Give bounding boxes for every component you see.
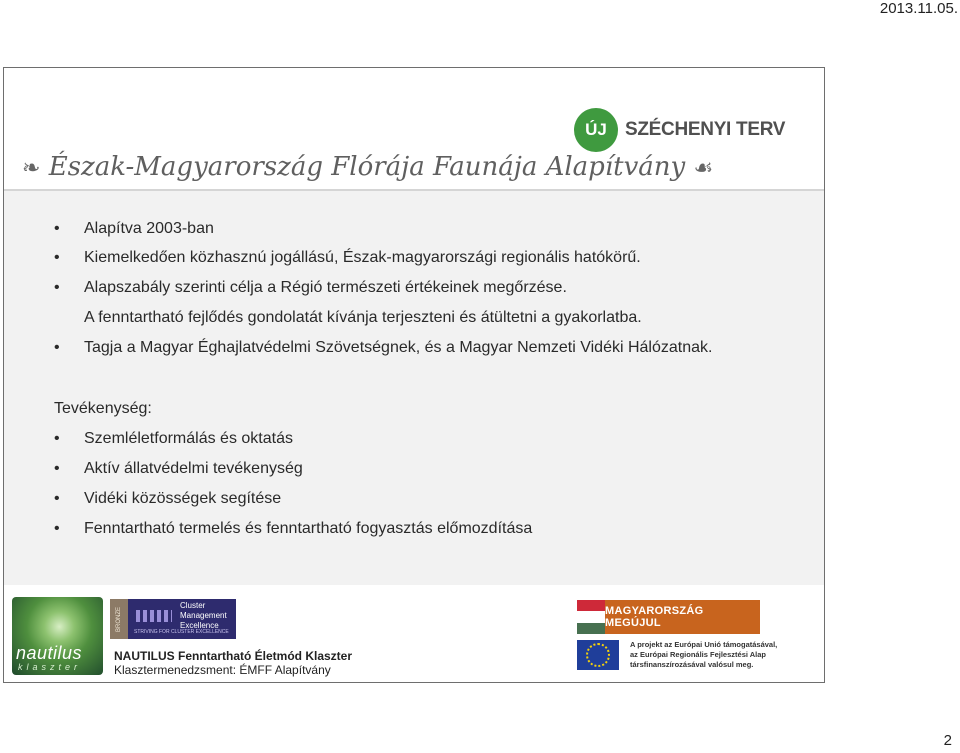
floral-ornament-left-icon: ❧ <box>22 156 41 181</box>
date-stamp: 2013.11.05. <box>879 0 958 17</box>
nautilus-klaszter-logo: nautilus klaszter <box>12 597 103 675</box>
bullet-icon: • <box>54 339 60 356</box>
hungarian-flag-icon <box>577 600 605 634</box>
eu-flag-icon <box>577 640 619 670</box>
slide: ÚJ SZÉCHENYI TERV ❧ Észak-Magyarország Flórája Faunája Alapítvány ☙ • Alapítva 2003-ban • Kiemelkedően közhasznú jogállású, Észak-magyarországi regionális hatókörű. • Alapszabály szerinti célja a Régió természeti értékeinek megőrzése. A fenntartható fejlődés gondolatát kívánja terjeszteni és átültetni a gyakorlatba. • Tagja a Magyar Éghajlatvédelmi Szövetségnek, és a Magyar Nemzeti Vidéki Hálózatnak. Tevékenység: • Szemléletformálás és oktatás • Aktív állatvédelmi tevékenység • Vidéki közösségek segítése • Fenntartható termelés és fenntartható fogyasztás előmozdítása nautilus klaszter BRONZE Cluster Management Excellence STRIVING FOR CLUSTER EXCELLENCE NAUTILUS Fenntartható Életmód Klaszter Klasztermenedzsment: ÉMFF Alapítvány MAGYARORSZÁG MEGÚJUL A projekt az Európai Unió támogatásával, az Európai Regionális Fejlesztési Alap társfinanszírozásával valósul meg. <box>3 67 825 683</box>
uj-badge-icon: ÚJ <box>574 108 618 152</box>
slide-title: Észak-Magyarország Flórája Faunája Alapítvány <box>48 152 686 182</box>
org-name: NAUTILUS Fenntartható Életmód Klaszter <box>114 649 353 663</box>
page-number: 2 <box>943 732 952 749</box>
bullet-icon: • <box>54 220 60 237</box>
bullet-icon: • <box>54 460 60 477</box>
szechenyi-terv-text: SZÉCHENYI TERV <box>625 119 786 140</box>
slide-footer <box>4 585 824 683</box>
bullet-icon: • <box>54 279 60 296</box>
bullet-icon: • <box>54 249 60 266</box>
eu-funding-notice: A projekt az Európai Unió támogatásával, az Európai Regionális Fejlesztési Alap társfinanszírozásával valósul meg. <box>630 640 778 669</box>
magyarorszag-megujul-logo: MAGYARORSZÁG MEGÚJUL <box>577 600 760 634</box>
bullet-icon: • <box>54 430 60 447</box>
org-management: Klasztermenedzsment: ÉMFF Alapítvány <box>114 663 331 677</box>
section-label: Tevékenység: <box>54 400 152 417</box>
floral-ornament-right-icon: ☙ <box>693 156 714 181</box>
cluster-management-excellence-logo: BRONZE Cluster Management Excellence STRIVING FOR CLUSTER EXCELLENCE <box>110 599 236 639</box>
slide-title-row <box>22 152 713 182</box>
slide-header <box>4 68 824 191</box>
star-dots-icon <box>136 610 172 622</box>
bullet-icon: • <box>54 490 60 507</box>
bullet-icon: • <box>54 520 60 537</box>
szechenyi-terv-logo <box>574 108 785 152</box>
